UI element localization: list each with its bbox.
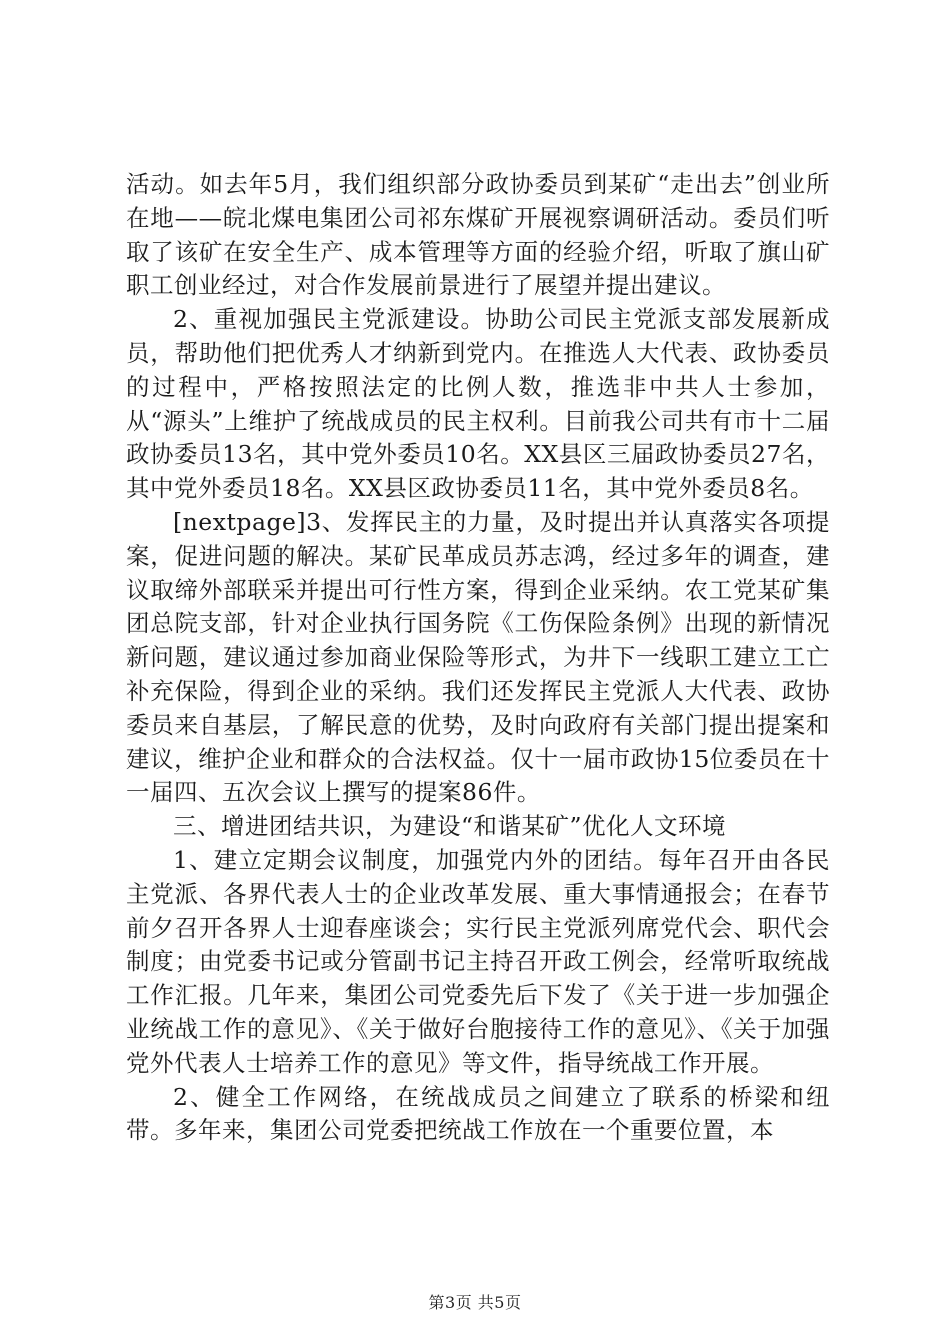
paragraph-2: 2、重视加强民主党派建设。协助公司民主党派支部发展新成员，帮助他们把优秀人才纳新到党内。在推选人大代表、政协委员的过程中，严格按照法定的比例人数，推选非中共人士参加，从“源头”上维护了统战成员的民主权利。目前我公司共有市十二届政协委员13名，其中党外委员10名。XX县区三届政协委员27名，其中党外委员18名。XX县区政协委员11名，其中党外委员8名。: [126, 305, 830, 503]
paragraph-4: 1、建立定期会议制度，加强党内外的团结。每年召开由各民主党派、各界代表人士的企业改革发展、重大事情通报会；在春节前夕召开各界人士迎春座谈会；实行民主党派列席党代会、职代会制度；由党委书记或分管副书记主持召开政工例会，经常听取统战工作汇报。几年来，集团公司党委先后下发了《关于进一步加强企业统战工作的意见》、《关于做好台胞接待工作的意见》、《关于加强党外代表人士培养工作的意见》等文件，指导统战工作开展。: [126, 845, 830, 1077]
section-heading: 三、增进团结共识，为建设“和谐某矿”优化人文环境: [173, 812, 727, 841]
paragraph-5: 2、健全工作网络，在统战成员之间建立了联系的桥梁和纽带。多年来，集团公司党委把统战工作放在一个重要位置，本: [126, 1082, 830, 1145]
paragraph-1: 活动。如去年5月，我们组织部分政协委员到某矿“走出去”创业所在地——皖北煤电集团公司祁东煤矿开展视察调研活动。委员们听取了该矿在安全生产、成本管理等方面的经验介绍，听取了旗山矿职工创业经过，对合作发展前景进行了展望并提出建议。: [126, 170, 830, 300]
page-number-footer: 第3页 共5页: [428, 1293, 522, 1312]
paragraph-3: [nextpage]3、发挥民主的力量，及时提出并认真落实各项提案，促进问题的解决。某矿民革成员苏志鸿，经过多年的调查，建议取缔外部联采并提出可行性方案，得到企业采纳。农工党某矿集团总院支部，针对企业执行国务院《工伤保险条例》出现的新情况新问题，建议通过参加商业保险等形式，为井下一线职工建立工亡补充保险，得到企业的采纳。我们还发挥民主党派人大代表、政协委员来自基层，了解民意的优势，及时向政府有关部门提出提案和建议，维护企业和群众的合法权益。仅十一届市政协15位委员在十一届四、五次会议上撰写的提案86件。: [126, 507, 830, 807]
document-body: [126, 168, 830, 1148]
